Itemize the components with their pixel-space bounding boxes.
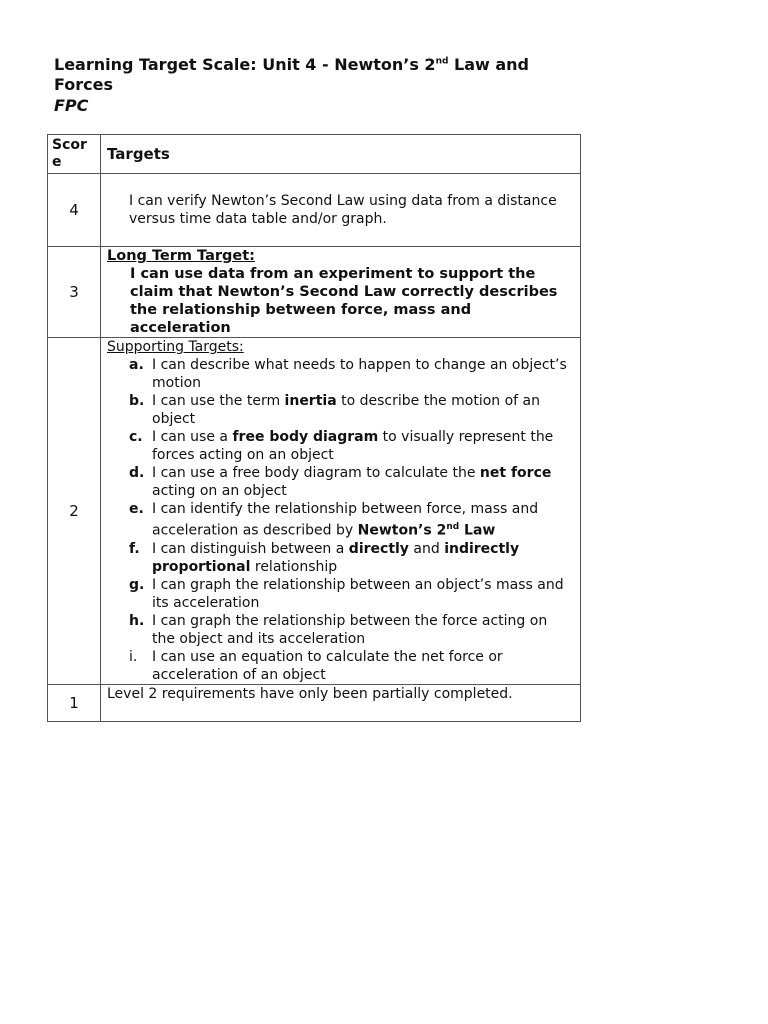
target-3-cell: [101, 247, 581, 338]
target-2-cell: [101, 338, 581, 685]
score-2: 2: [48, 338, 101, 685]
table-header-row: [48, 135, 581, 174]
list-item: i. I can use an equation to calculate the net force or acceleration of an object: [129, 648, 503, 683]
target-1-text: Level 2 requirements have only been partially completed.: [101, 684, 581, 721]
long-term-target-heading: Long Term Target:: [107, 248, 255, 264]
list-item: g. I can graph the relationship between an object’s mass and its acceleration: [129, 576, 564, 611]
document-title: [54, 55, 574, 95]
list-item: h. I can graph the relationship between the force acting on the object and its acceleration: [129, 612, 548, 647]
list-item: e. I can identify the relationship between force, mass and acceleration as described by Newton’s 2nd Law: [129, 501, 539, 539]
table-row-score-2: [48, 338, 581, 685]
document-subtitle: FPC: [54, 96, 89, 115]
supporting-targets-heading: Supporting Targets:: [107, 339, 244, 355]
target-4-text: I can verify Newton’s Second Law using data from a distance versus time data table and/or graph.: [101, 174, 581, 247]
table-row-score-3: [48, 247, 581, 338]
list-item: c. I can use a free body diagram to visually represent the forces acting on an object: [129, 429, 554, 463]
list-item: b. I can use the term inertia to describe the motion of an object: [129, 393, 540, 427]
title-text-end: Law and Forces: [54, 55, 529, 94]
list-item: f. I can distinguish between a directly and indirectly proportional relationship: [129, 540, 520, 575]
list-item: a. I can describe what needs to happen to change an object’s motion: [129, 357, 567, 391]
supporting-targets-list: [101, 356, 580, 684]
score-3: 3: [48, 247, 101, 338]
title-superscript: nd: [435, 56, 449, 67]
header-targets: Targets: [101, 135, 581, 174]
table-row-score-4: [48, 174, 581, 247]
table-row-score-1: [48, 684, 581, 721]
score-1: 1: [48, 684, 101, 721]
title-text: Learning Target Scale: Unit 4 - Newton’s 2: [54, 55, 436, 74]
learning-target-table: [47, 134, 581, 722]
long-term-target-text: I can use data from an experiment to support the claim that Newton’s Second Law correctly describes the relationship between force, mass and acceleration: [130, 266, 558, 336]
list-item: d. I can use a free body diagram to calculate the net force acting on an object: [129, 465, 552, 499]
score-4: 4: [48, 174, 101, 247]
header-score: Score: [48, 135, 101, 174]
